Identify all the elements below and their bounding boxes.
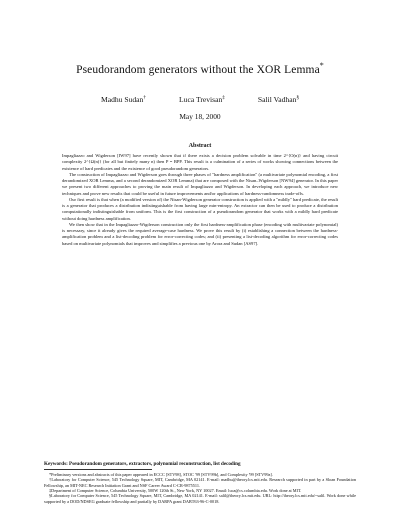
footnote: §Laboratory for Computer Science, 545 Technology Square, MIT, Cambridge, MA 02141. E-mail: salil@theory.lcs.mit.edu. URL: http://theory.lcs.mit.edu/~salil. Work done while supported by a DOD/NDSEG graduate fellowship and partially by DARPA grant DABT63-96-C-0018. <box>44 493 356 504</box>
footnote-rule <box>44 469 152 470</box>
abstract-heading: Abstract <box>188 143 212 149</box>
paper-date: May 18, 2000 <box>179 112 221 121</box>
abstract-paragraph: The construction of Impagliazzo and Wigderson goes through three phases of "hardness amplification" (a multivariate polynomial encoding, a first derandomized XOR Lemma, and a second derandomized XOR Lemma) that are composed with the Nisan–Wigderson [NW94] generator. In this paper we present two different approaches to proving the main result of Impagliazzo and Wigderson. In developing each approach, we introduce new techniques and prove new results that could be useful in future improvements and/or applications of hardness-randomness trade-offs. <box>62 171 338 196</box>
abstract-paragraph: Our first result is that when (a modified version of) the Nisan-Wigderson generator construction is applied with a "mildly" hard predicate, the result is a generator that produces a distribution indistinguishable from having large min-entropy. An extractor can then be used to produce a distribution computationally indistinguishable from uniform. This is the first construction of a pseudorandom generator that works with a mildly hard predicate without doing hardness amplification. <box>62 196 338 221</box>
author-name: Salil Vadhan <box>257 95 297 104</box>
author-list <box>0 95 400 104</box>
abstract-body <box>62 153 338 247</box>
paper-title-text: Pseudorandom generators without the XOR Lemma <box>76 64 320 76</box>
author-name: Madhu Sudan <box>100 95 144 104</box>
title-footnote-mark: * <box>319 61 324 71</box>
footnote: †Laboratory for Computer Science, 545 Technology Square, MIT, Cambridge, MA 02141. E-mail: madhu@theory.lcs.mit.edu. Research supported in part by a Sloan Foundation Fellowship, an MIT-NEC Research Initiation Grant and NSF Career Award C-CR-9875511. <box>44 477 356 488</box>
author <box>101 95 146 104</box>
keywords-line: Keywords: Pseudorandom generators, extractors, polynomial reconstruction, list decoding <box>44 461 241 467</box>
author-footnote-mark: † <box>143 94 147 101</box>
abstract-paragraph: We then show that in the Impagliazzo-Wigderson construction only the first hardness-amplification phase (encoding with multivariate polynomial) is necessary, since it already gives the required average-case hardness. We prove this result by (i) establishing a connection between the hardness-amplification problem and a list-decoding problem for error-correcting codes; and (ii) presenting a list-decoding algorithm for error-correcting codes based on multivariate polynomials that improves and simplifies a previous one by Arora and Sudan [AS97]. <box>62 221 338 246</box>
paper-title <box>0 61 400 76</box>
footnotes <box>44 472 356 504</box>
footnote: *Preliminary versions and abstracts of this paper appeared in ECCC [STV98], STOC '99 [STV99b], and Complexity '99 [STV99a]. <box>49 472 273 477</box>
author <box>258 95 299 104</box>
footnote: ‡Department of Computer Science, Columbia University, 500W 120th St., New York, NY 10027. Email: luca@cs.columbia.edu. Work done at MIT. <box>49 488 302 494</box>
author-footnote-mark: ‡ <box>222 94 225 101</box>
author <box>179 95 225 104</box>
author-footnote-mark: § <box>296 94 300 101</box>
author-name: Luca Trevisan <box>179 95 223 104</box>
abstract-paragraph: Impagliazzo and Wigderson [IW97] have recently shown that if there exists a decision problem solvable in time 2^{O(n)} and having circuit complexity 2^{Ω(n)} (for all but finitely many n) then P = BPP. This result is a culmination of a series of works showing connections between the existence of hard predicates and the existence of good pseudorandom generators. <box>62 153 338 171</box>
